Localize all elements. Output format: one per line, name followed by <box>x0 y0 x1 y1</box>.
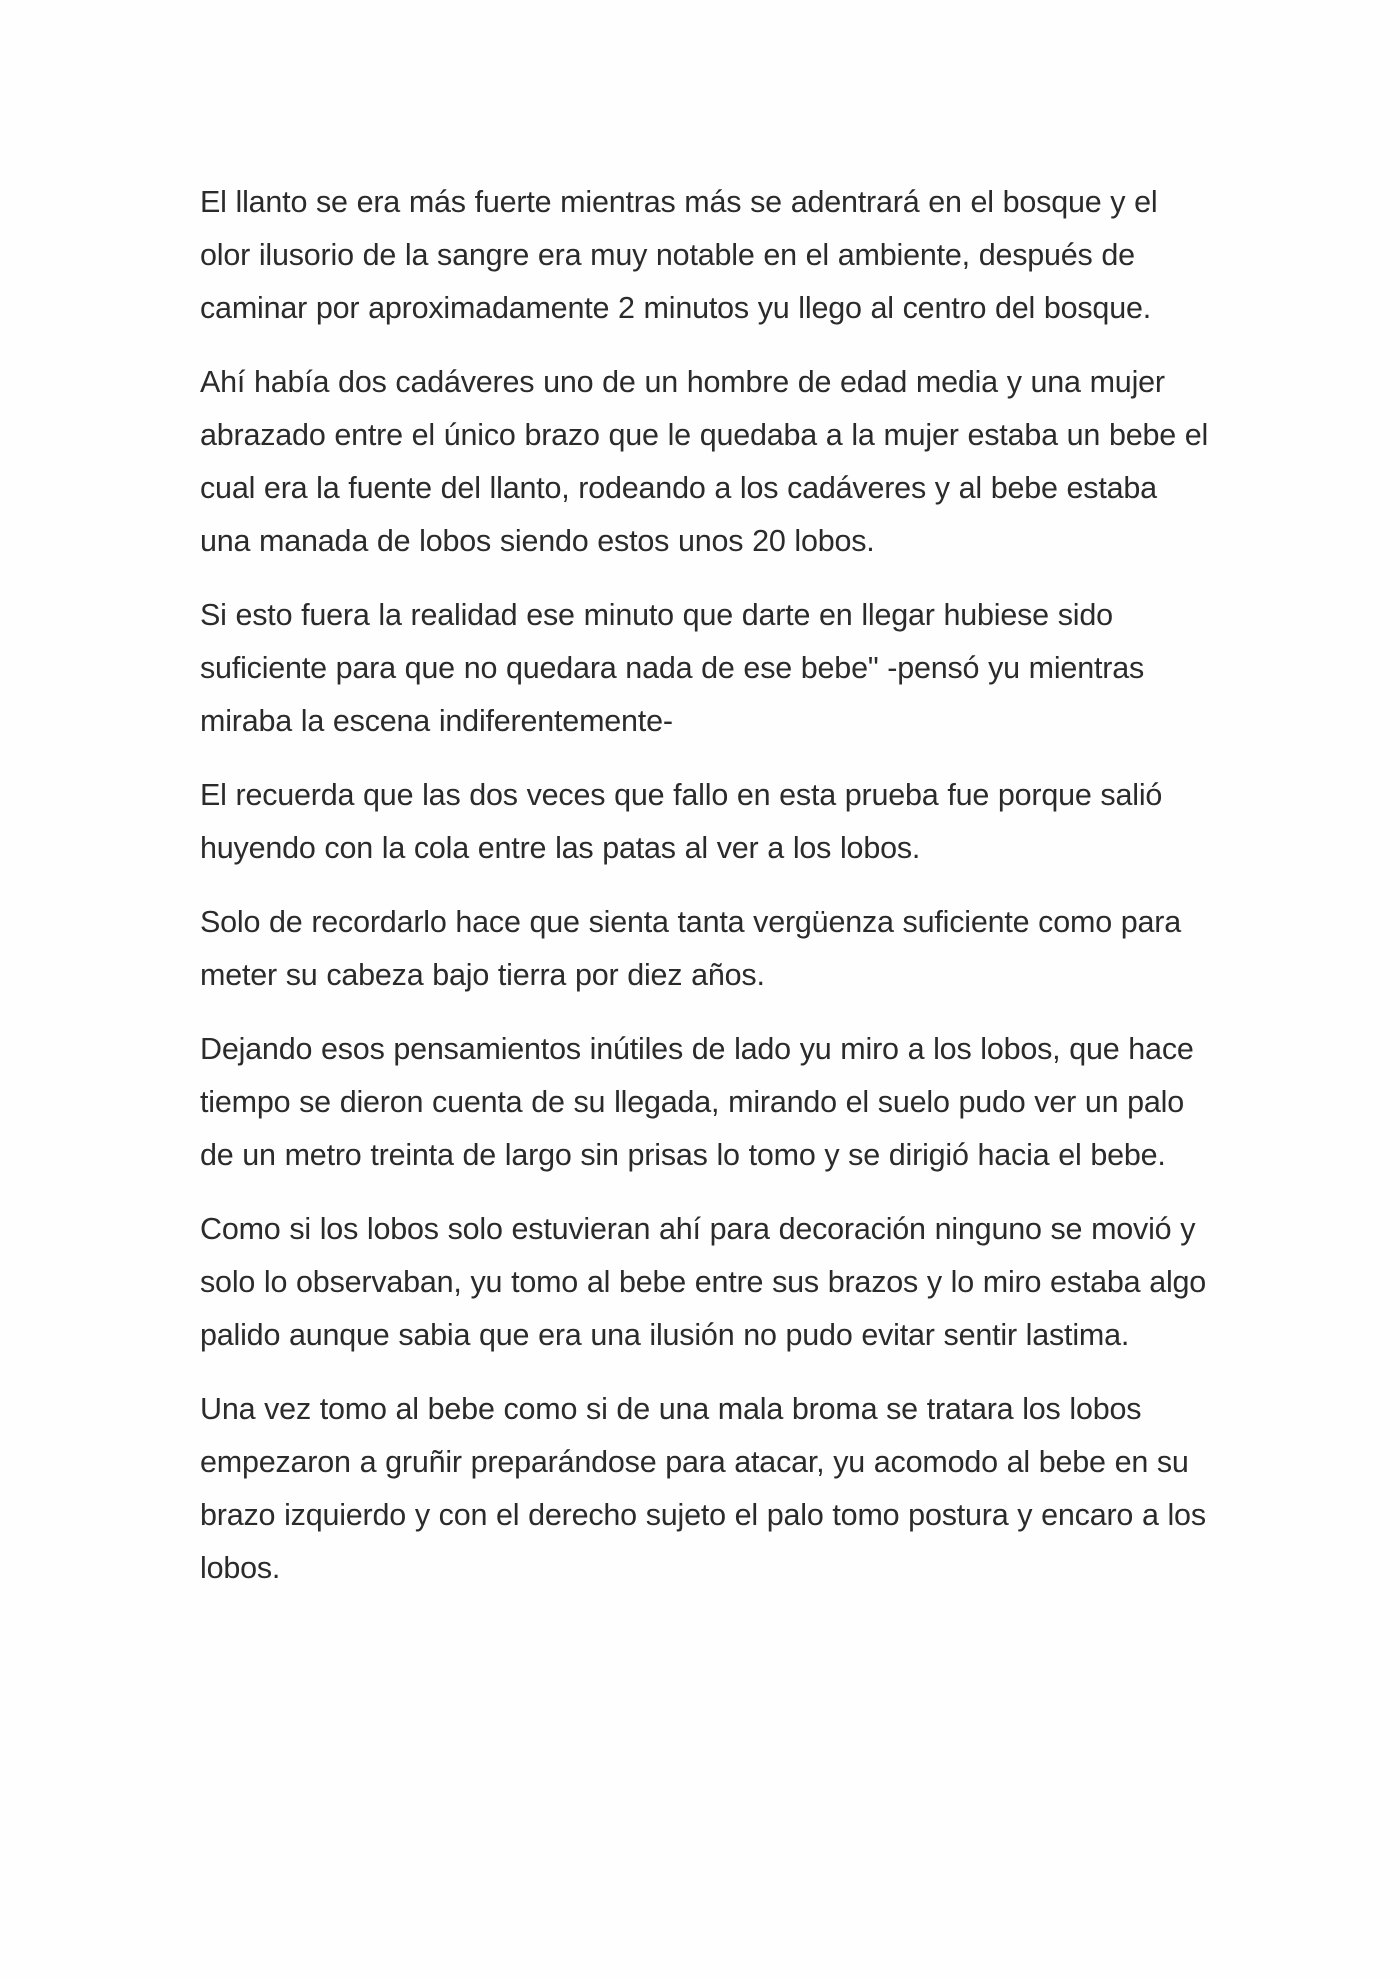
paragraph-2: Ahí había dos cadáveres uno de un hombre de edad media y una mujer abrazado entre el único brazo que le quedaba a la mujer estaba un bebe el cual era la fuente del llanto, rodeando a los cadáveres y al bebe estaba una manada de lobos siendo estos unos 20 lobos. <box>200 365 1209 558</box>
paragraph-8: Una vez tomo al bebe como si de una mala broma se tratara los lobos empezaron a gruñir preparándose para atacar, yu acomodo al bebe en su brazo izquierdo y con el derecho sujeto el palo tomo postura y encaro a los lobos. <box>200 1392 1206 1585</box>
paragraph-6: Dejando esos pensamientos inútiles de lado yu miro a los lobos, que hace tiempo se dieron cuenta de su llegada, mirando el suelo pudo ver un palo de un metro treinta de largo sin prisas lo tomo y se dirigió hacia el bebe. <box>200 1032 1194 1172</box>
paragraph-1: El llanto se era más fuerte mientras más se adentrará en el bosque y el olor ilusorio de la sangre era muy notable en el ambiente, después de caminar por aproximadamente 2 minutos yu llego al centro del bosque. <box>200 185 1158 325</box>
paragraph-7: Como si los lobos solo estuvieran ahí para decoración ninguno se movió y solo lo observaban, yu tomo al bebe entre sus brazos y lo miro estaba algo palido aunque sabia que era una ilusión no pudo evitar sentir lastima. <box>200 1212 1207 1352</box>
document-body <box>200 176 1210 1616</box>
paragraph-3: Si esto fuera la realidad ese minuto que darte en llegar hubiese sido suficiente para que no quedara nada de ese bebe" -pensó yu mientras miraba la escena indiferentemente- <box>200 598 1145 738</box>
paragraph-4: El recuerda que las dos veces que fallo en esta prueba fue porque salió huyendo con la cola entre las patas al ver a los lobos. <box>200 778 1163 865</box>
paragraph-5: Solo de recordarlo hace que sienta tanta vergüenza suficiente como para meter su cabeza bajo tierra por diez años. <box>200 905 1181 992</box>
